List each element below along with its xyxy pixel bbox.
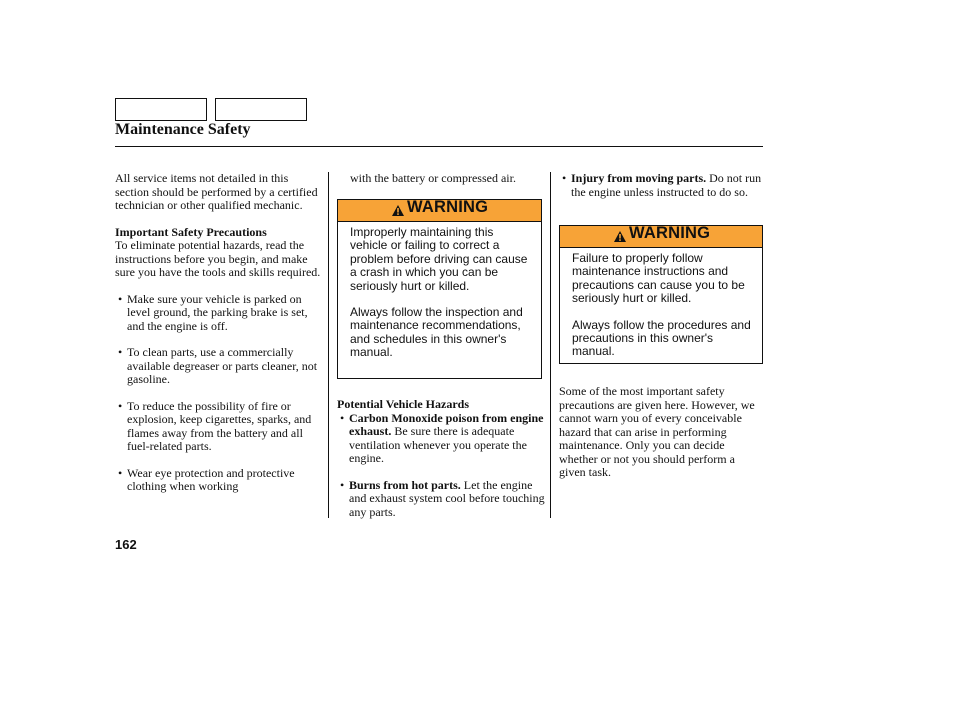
list-item: • To reduce the possibility of fire or explosion, keep cigarettes, sparks, and flames away from the battery and all fuel-related parts. [115,400,323,454]
page-title: Maintenance Safety [115,121,251,138]
warning-text: Improperly maintaining this vehicle or failing to correct a problem before driving can cause a crash in which you can be seriously hurt or killed. [350,225,528,293]
warning-text: Always follow the procedures and precautions in this owner's manual. [572,317,751,359]
list-item: • Injury from moving parts. Do not run the engine unless instructed to do so. [559,172,764,199]
closing-paragraph-block [559,385,764,480]
nav-box-table-of-contents[interactable] [215,98,307,121]
column-1 [115,172,323,494]
warning-box-1 [337,199,542,379]
column-divider-1 [328,172,329,518]
warning-text: Always follow the inspection and maintenance recommendations, and schedules in this owner's manual. [350,305,523,360]
column-divider-2 [550,172,551,518]
hazards-heading: Potential Vehicle Hazards [337,397,469,411]
column-2 [337,172,545,186]
list-item: • Carbon Monoxide poison from engine exhaust. Be sure there is adequate ventilation whenever you operate the engine. [337,412,545,466]
warning-header [560,226,762,248]
section-text: To eliminate potential hazards, read the instructions before you begin, and make sure you have the tools and skills required. [115,238,321,279]
list-item: • Wear eye protection and protective clothing when working [115,467,323,494]
intro-paragraph: All service items not detailed in this section should be performed by a certified technician or other qualified mechanic. [115,171,318,212]
warning-box-2 [559,225,763,364]
list-item: • To clean parts, use a commercially available degreaser or parts cleaner, not gasoline. [115,346,323,387]
closing-paragraph: Some of the most important safety precautions are given here. However, we cannot warn you of every conceivable hazard that can arise in performing maintenance. Only you can decide whether or not you should perform a given task. [559,384,755,479]
warning-label: WARNING [629,224,711,242]
title-rule [115,146,763,147]
nav-box-main-menu[interactable] [115,98,207,121]
warning-label: WARNING [407,198,489,216]
list-item: • Make sure your vehicle is parked on level ground, the parking brake is set, and the engine is off. [115,293,323,334]
page-number: 162 [115,537,137,552]
warning-header [338,200,541,222]
section-heading: Important Safety Precautions [115,224,267,239]
list-item: • Burns from hot parts. Let the engine and exhaust system cool before touching any parts. [337,479,545,520]
column-3 [559,172,764,199]
hazards-section [337,398,545,519]
warning-text: Failure to properly follow maintenance instructions and precautions can cause you to be seriously hurt or killed. [572,251,745,306]
continuation-text: with the battery or compressed air. [350,171,516,185]
